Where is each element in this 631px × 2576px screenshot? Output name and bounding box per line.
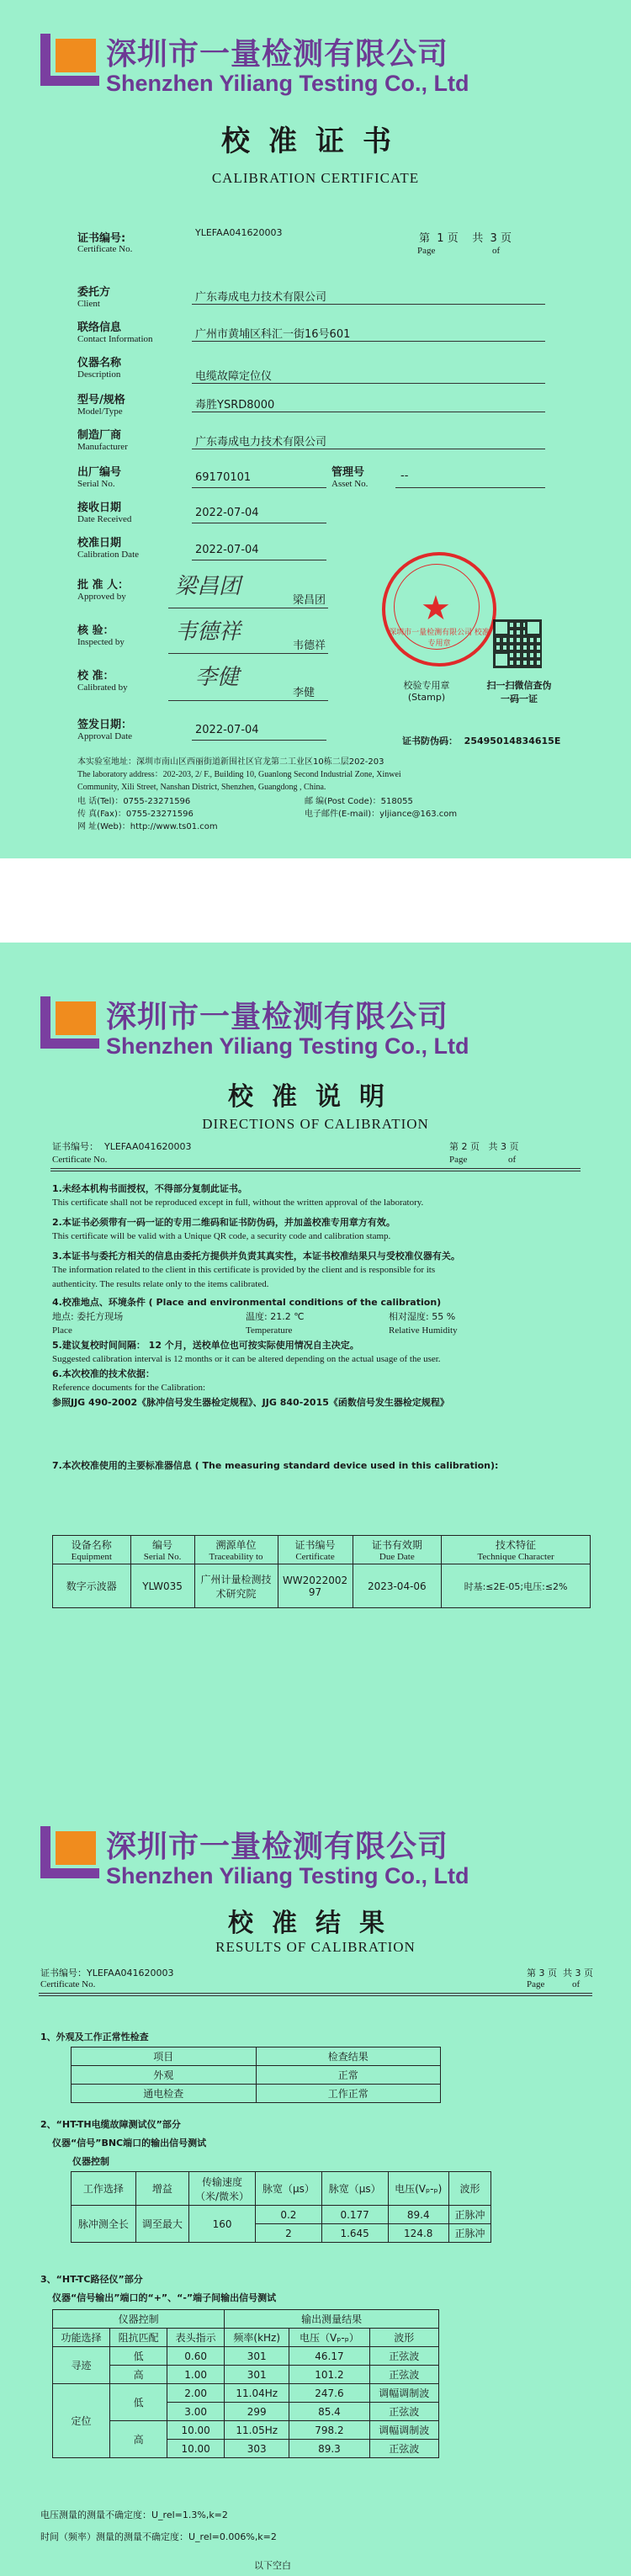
page-total: 3 <box>501 1141 506 1152</box>
qr-label <box>483 678 555 705</box>
page-indicator <box>419 229 512 245</box>
mfr-value: 广东毒成电力技术有限公司 <box>195 436 327 449</box>
cert-no-value: YLEFAA041620003 <box>87 1968 174 1978</box>
cell-serial: YLW035 <box>130 1564 194 1608</box>
page-gong: 共 <box>563 1968 572 1978</box>
lab-post: 邮 编(Post Code)：518055 <box>305 797 413 806</box>
col-equipment: 设备名称 Equipment <box>53 1536 131 1564</box>
cal-value: 2022-07-04 <box>195 544 259 556</box>
asset-label: 管理号 <box>331 466 365 479</box>
table-row: 通电检查 工作正常 <box>72 2085 441 2103</box>
desc-value: 电缆故障定位仪 <box>195 370 273 383</box>
anti-fake-value: 25495014834615E <box>464 736 561 746</box>
place-value: 地点: 委托方现场 <box>52 1311 124 1322</box>
model-label: 型号/规格 <box>77 394 125 406</box>
page-title: 校准说明 <box>228 1082 403 1112</box>
client-label: 委托方 <box>77 286 111 299</box>
lab-web: 网 址(Web)：http://www.ts01.com <box>77 822 218 831</box>
page-subtitle: DIRECTIONS OF CALIBRATION <box>202 1116 429 1132</box>
table-row: 定位 低 2.00 11.04Hz 247.6 调幅调制波 <box>53 2384 439 2403</box>
contact-label: 联络信息 <box>77 321 122 334</box>
desc-label: 仪器名称 <box>77 357 122 369</box>
inspected-label: 核 验： <box>77 624 114 637</box>
approved-label-en: Approved by <box>77 592 126 602</box>
temp-value: 温度: 21.2 ℃ <box>246 1311 305 1322</box>
of-en: of <box>572 1979 581 1989</box>
rh-value: 相对湿度: 55 % <box>389 1311 456 1322</box>
table-row: 2 1.645 124.8 正脉冲 <box>72 2224 491 2243</box>
note-3-cn: 3.本证书与委托方相关的信息由委托方提供并负责其真实性，本证书校准结果只与受校准仪器有关。 <box>52 1251 460 1261</box>
company-name-en: Shenzhen Yiliang Testing Co., Ltd <box>106 71 469 96</box>
note-5-en: Suggested calibration interval is 12 months or it can be altered depending on the actual usage of the user. <box>52 1354 441 1364</box>
cal-label-en: Calibration Date <box>77 550 140 560</box>
appearance-table <box>71 2047 441 2103</box>
approved-signature: 梁昌团 <box>175 574 241 599</box>
desc-label-en: Description <box>77 369 121 380</box>
cell-equipment: 数字示波器 <box>53 1564 131 1608</box>
section-3-sub: 仪器“信号输出”端口的“+”、“-”端子间输出信号测试 <box>52 2292 277 2303</box>
table-row: 高 10.00 11.05Hz 798.2 调幅调制波 <box>53 2421 439 2440</box>
recv-value: 2022-07-04 <box>195 507 259 519</box>
contact-label-en: Contact Information <box>77 334 153 344</box>
cert-no-label: 证书编号: <box>77 232 126 245</box>
cert-no-label-en: Certificate No. <box>40 1979 96 1989</box>
recv-label-en: Date Received <box>77 514 132 524</box>
section-2-title: 2、“HT-TH电缆故障测试仪”部分 <box>40 2119 181 2130</box>
lab-fax: 传 真(Fax)：0755-23271596 <box>77 810 194 819</box>
mfr-label: 制造厂商 <box>77 429 122 442</box>
end-marker: 以下空白 <box>254 2560 291 2571</box>
cert-no-value: YLEFAA041620003 <box>104 1141 192 1152</box>
of-en: of <box>492 246 501 256</box>
page-en: Page <box>527 1979 545 1989</box>
note-6-cn: 6.本次校准的技术依据： <box>52 1368 155 1379</box>
note-1-cn: 1.未经本机构书面授权，不得部分复制此证书。 <box>52 1183 247 1194</box>
cert-no-label: 证书编号： <box>52 1141 98 1152</box>
page-indicator <box>527 1966 593 1979</box>
section-3-title: 3、“HT-TC路径仪”部分 <box>40 2274 143 2285</box>
company-name-cn: 深圳市一量检测有限公司 <box>106 1830 449 1864</box>
pulse-table: 工作选择 增益 传输速度（米/微米） 脉宽（μs） 脉宽（μs） 电压(Vₚ-ₚ) 波形 脉冲测全长 调至最大 160 0.2 0.177 89.4 正脉冲 2 1.645 124.8 正脉冲 <box>71 2171 491 2243</box>
calibrated-name: 李健 <box>293 687 316 699</box>
note-5-cn: 5.建议复校时间间隔： 12 个月，送校单位也可按实际使用情况自主决定。 <box>52 1340 359 1351</box>
lab-contact <box>77 756 582 833</box>
page-ye: 页 <box>548 1968 557 1978</box>
company-logo <box>40 996 99 1049</box>
page-di: 第 <box>419 232 431 245</box>
certificate-page-3 <box>0 1801 631 2576</box>
page-di: 第 <box>527 1968 536 1978</box>
inspected-label-en: Inspected by <box>77 637 125 647</box>
cell-technique: 时基:≤2E-05;电压:≤2% <box>442 1564 591 1608</box>
calibration-seal <box>382 552 496 667</box>
seal-text: 深圳市一量检测有限公司 校准专用章 <box>389 629 490 648</box>
cert-no-value: YLEFAA041620003 <box>195 227 283 238</box>
section-2-sub: 仪器“信号”BNC端口的输出信号测试 <box>52 2138 207 2148</box>
lab-tel: 电 话(Tel)：0755-23271596 <box>77 797 191 806</box>
table-row: 3.00 299 85.4 正弦波 <box>53 2403 439 2421</box>
page-title: 校准证书 <box>221 125 410 158</box>
page-subtitle: CALIBRATION CERTIFICATE <box>211 170 420 186</box>
page-indicator <box>449 1139 519 1153</box>
company-name-en: Shenzhen Yiliang Testing Co., Ltd <box>106 1863 469 1888</box>
note-4-cn: 4.校准地点、环境条件 ( Place and environmental conditions of the calibration) <box>52 1297 442 1308</box>
stamp-label-en: (Stamp) <box>407 692 446 703</box>
table-row: 10.00 303 89.3 正弦波 <box>53 2440 439 2458</box>
table-row: 寻迹 低 0.60 301 46.17 正弦波 <box>53 2347 439 2366</box>
temp-label-en: Temperature <box>246 1325 293 1336</box>
lab-address-en1: The laboratory address：202-203, 2/ F., Building 10, Guanlong Second Industrial Zone, Xinwei <box>77 770 401 779</box>
approved-name: 梁昌团 <box>293 594 326 607</box>
uncertainty-voltage: 电压测量的测量不确定度：U_rel=1.3%,k=2 <box>40 2510 228 2520</box>
certificate-page-2 <box>0 943 631 1801</box>
table-row: 外观 正常 <box>72 2066 441 2085</box>
serial-label: 出厂编号 <box>77 466 122 479</box>
directions-body <box>52 1182 591 1473</box>
page-total: 3 <box>575 1968 581 1978</box>
page-gong: 共 <box>472 232 484 245</box>
issue-value: 2022-07-04 <box>195 724 259 736</box>
model-value: 毒胜YSRD8000 <box>195 399 275 412</box>
stamp-label-cn: 校验专用章 <box>403 680 450 691</box>
company-name-cn: 深圳市一量检测有限公司 <box>106 1000 449 1034</box>
page-ye: 页 <box>447 232 459 245</box>
lab-address-en2: Community, Xili Street, Nanshan District, Shenzhen, Guangdong , China. <box>77 783 326 792</box>
cert-no <box>52 1139 191 1153</box>
table-row: 脉冲测全长 调至最大 160 0.2 0.177 89.4 正脉冲 <box>72 2206 491 2224</box>
note-1-en: This certificate shall not be reproduced except in full, without the written approval of the laboratory. <box>52 1198 424 1208</box>
anti-fake-code <box>402 734 560 747</box>
company-logo <box>40 34 99 86</box>
page-ye2: 页 <box>500 232 512 245</box>
asset-label-en: Asset No. <box>331 479 369 489</box>
calibrated-label-en: Calibrated by <box>77 683 128 693</box>
certificate-page-1 <box>0 0 631 858</box>
section-1-title: 1、外观及工作正常性检查 <box>40 2032 149 2042</box>
col-certificate: 证书编号 Certificate <box>278 1536 353 1564</box>
lab-address-cn: 本实验室地址：深圳市南山区西丽街道新围社区官龙第二工业区10栋二层202-203 <box>77 757 384 767</box>
col-technique: 技术特征 Technique Character <box>442 1536 591 1564</box>
tracer-table: 仪器控制 输出测量结果 功能选择 阻抗匹配 表头指示 频率(kHz) 电压（Vₚ-ₚ） 波形 寻迹 低 0.60 301 46.17 正弦波 高 1.00 301 101.2 正弦波 定位 低 2.00 11.04Hz 247.6 调幅调制波 3.00 299 85.4 正弦波 高 10.00 11.05Hz 798.2 调幅调制波 10.00 303 89.3 正弦波 <box>52 2309 439 2458</box>
page-total: 3 <box>490 232 497 245</box>
inspected-signature: 韦德祥 <box>175 619 241 645</box>
note-6-en: Reference documents for the Calibration: <box>52 1383 206 1393</box>
page-ye2: 页 <box>584 1968 593 1978</box>
note-6-ref: 参照JJG 490-2002《脉冲信号发生器检定规程》、JJG 840-2015《函数信号发生器检定规程》 <box>52 1397 449 1408</box>
note-3-en1: The information related to the client in this certificate is provided by the client and is responsible for its <box>52 1265 436 1275</box>
table-row <box>53 1564 591 1608</box>
cert-no-label-en: Certificate No. <box>52 1155 108 1165</box>
page-title: 校准结果 <box>228 1909 403 1938</box>
note-2-en: This certificate will be valid with a Unique QR code, a security code and calibration stamp. <box>52 1231 391 1241</box>
model-label-en: Model/Type <box>77 406 123 417</box>
inspected-name: 韦德祥 <box>293 640 326 652</box>
calibrated-label: 校 准： <box>77 670 114 683</box>
asset-value: -- <box>400 470 409 482</box>
recv-label: 接收日期 <box>77 502 122 514</box>
company-logo <box>40 1826 99 1878</box>
issue-label: 签发日期： <box>77 719 133 731</box>
page-ye2: 页 <box>509 1141 519 1152</box>
cell-traceability: 广州计量检测技术研究院 <box>194 1564 278 1608</box>
client-label-en: Client <box>77 299 100 309</box>
cert-no <box>40 1966 173 1979</box>
calibrated-signature: 李健 <box>195 665 240 690</box>
note-2-cn: 2.本证书必须带有一码一证的专用二维码和证书防伪码，并加盖校准专用章方有效。 <box>52 1217 395 1228</box>
section-2-ctrl: 仪器控制 <box>72 2156 109 2167</box>
cert-no-label-en: Certificate No. <box>77 244 133 254</box>
company-name-cn: 深圳市一量检测有限公司 <box>106 37 449 72</box>
cert-no-label: 证书编号： <box>40 1968 87 1978</box>
page-num: 1 <box>437 232 444 245</box>
cell-certificate: WW2022002 97 <box>278 1564 353 1608</box>
stamp-label <box>389 678 464 703</box>
uncertainty-time: 时间（频率）测量的测量不确定度：U_rel=0.006%,k=2 <box>40 2531 277 2542</box>
anti-fake-label: 证书防伪码： <box>402 736 458 746</box>
col-due-date: 证书有效期 Due Date <box>353 1536 442 1564</box>
lab-email: 电子邮件(E-mail)：yljiance@163.com <box>305 810 458 819</box>
contact-value: 广州市黄埔区科汇一街16号601 <box>195 328 351 341</box>
table-row: 高 1.00 301 101.2 正弦波 <box>53 2366 439 2384</box>
page-num: 3 <box>538 1968 545 1978</box>
standard-device-table <box>52 1535 591 1608</box>
cell-due-date: 2023-04-06 <box>353 1564 442 1608</box>
place-label-en: Place <box>52 1325 72 1336</box>
rh-label-en: Relative Humidity <box>389 1325 458 1336</box>
page-di: 第 <box>449 1141 459 1152</box>
company-name-en: Shenzhen Yiliang Testing Co., Ltd <box>106 1033 469 1059</box>
col-serial: 编号 Serial No. <box>130 1536 194 1564</box>
serial-value: 69170101 <box>195 471 252 484</box>
note-7: 7.本次校准使用的主要标准器信息 ( The measuring standard device used in this calibration): <box>52 1460 499 1471</box>
table-header-row <box>53 1536 591 1564</box>
page-num: 2 <box>461 1141 468 1152</box>
qr-code-icon <box>493 619 542 668</box>
serial-label-en: Serial No. <box>77 479 115 489</box>
t1-header-item: 项目 <box>72 2048 257 2066</box>
of-en: of <box>508 1155 517 1165</box>
t1-header-result: 检查结果 <box>256 2048 441 2066</box>
approved-label: 批 准 人： <box>77 579 130 592</box>
mfr-label-en: Manufacturer <box>77 442 128 452</box>
col-traceability: 溯源单位 Traceability to <box>194 1536 278 1564</box>
page-subtitle: RESULTS OF CALIBRATION <box>215 1939 416 1955</box>
note-3-en2: authenticity. The results relate only to the items calibrated. <box>52 1279 269 1289</box>
page-gong: 共 <box>488 1141 498 1152</box>
page-en: Page <box>417 246 436 256</box>
page-en: Page <box>449 1155 468 1165</box>
qr-label-1: 扫一扫微信查伪 <box>486 680 552 691</box>
star-icon: ★ <box>421 589 451 628</box>
qr-label-2: 一码一证 <box>501 693 538 704</box>
cal-label: 校准日期 <box>77 537 122 550</box>
issue-label-en: Approval Date <box>77 731 133 741</box>
client-value: 广东毒成电力技术有限公司 <box>195 291 327 304</box>
page-ye: 页 <box>470 1141 480 1152</box>
